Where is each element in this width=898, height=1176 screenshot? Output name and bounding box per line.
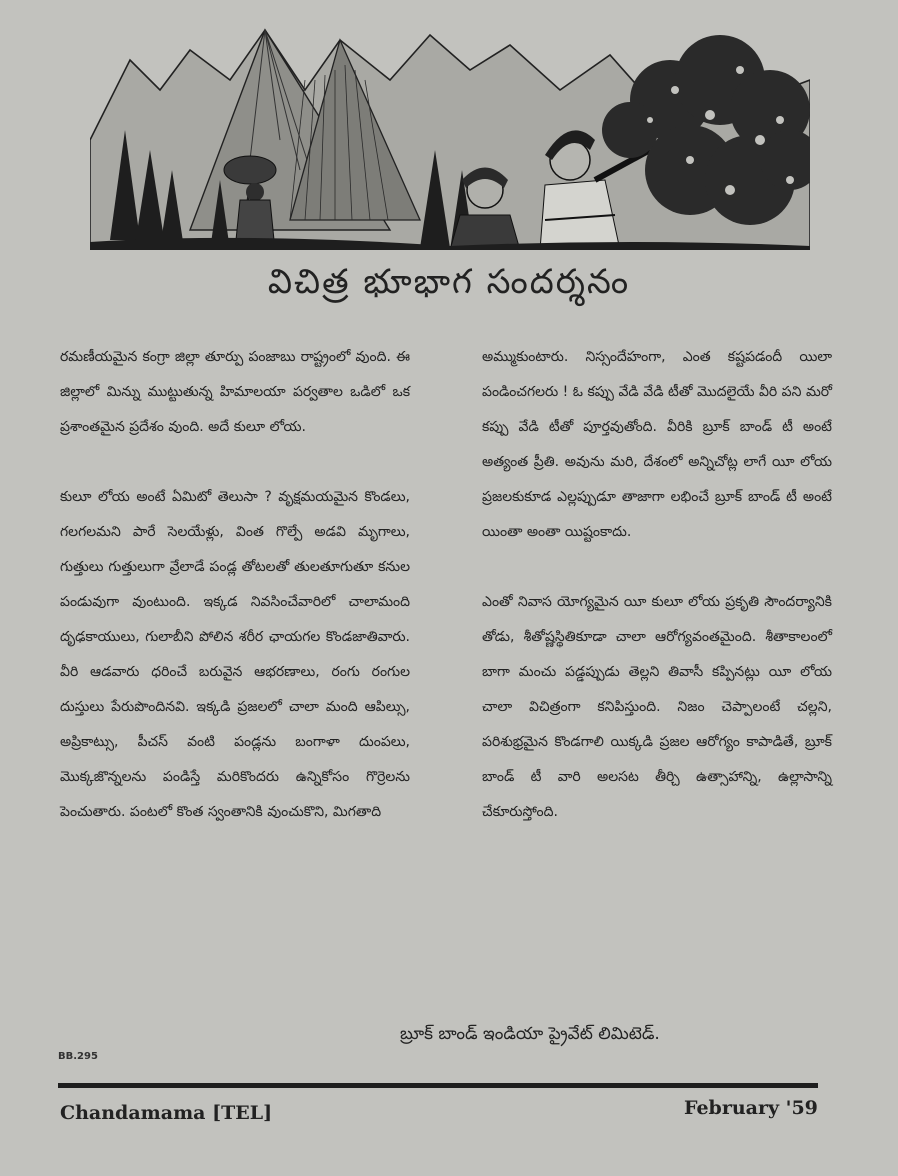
issue-date: February '59 [684,1097,818,1119]
footer-divider [58,1083,818,1088]
left-column [60,340,410,865]
left-paragraph-1: రమణీయమైన కంగ్రా జిల్లా తూర్పు పంజాబు రాష్ట్రంలో వుంది. ఈ జిల్లాలో మిన్ను ముట్టుతున్న హిమాలయా పర్వతాల ఒడిలో ఒక ప్రశాంతమైన ప్రదేశం వుంది. అదే కులూ లోయ. [60,349,410,435]
magazine-name: Chandamama [TEL] [60,1102,273,1124]
right-paragraph-1: అమ్ముకుంటారు. నిస్సందేహంగా, ఎంత కష్టపడందీ యిలా పండించగలరు ! ఓ కప్పు వేడి వేడి టీతో మొదలైయే వీరి పని మరో కప్పు వేడి టీతో పూర్తవుతోంది. వీరికి బ్రూక్ బాండ్ టీ అంటే అత్యంత ప్రీతి. అవును మరి, దేశంలో అన్నిచోట్ల లాగే యీ లోయ ప్రజలకుకూడ ఎల్లప్పుడూ తాజాగా లభించే బ్రూక్ బాండ్ టీ అంటే యింతా అంతా యిష్టంకాదు. [482,349,832,540]
article-title: విచిత్ర భూభాగ సందర్శనం [267,262,631,302]
right-column [482,340,832,865]
right-paragraph-2: ఎంతో నివాస యోగ్యమైన యీ కులూ లోయ ప్రకృతి సౌందర్యానికి తోడు, శీతోష్ణస్థితికూడా చాలా ఆరోగ్యవంతమైంది. శీతాకాలంలో బాగా మంచు పడ్డప్పుడు తెల్లని తివాసీ కప్పినట్లు యీ లోయ చాలా విచిత్రంగా కనిపిస్తుంది. నిజం చెప్పాలంటే చల్లని, పరిశుభ్రమైన కొండగాలి యిక్కడి ప్రజల ఆరోగ్యం కాపాడితే, బ్రూక్ బాండ్ టీ వారి అలసట తీర్చి ఉత్సాహాన్ని, ఉల్లాసాన్ని చేకూరుస్తోంది. [482,594,832,820]
advertiser-signature: బ్రూక్ బాండ్ ఇండియా ప్రైవేట్ లిమిటెడ్. [400,1024,660,1044]
ad-code: BB.295 [58,1051,98,1062]
kulu-valley-illustration [90,20,810,250]
left-paragraph-2: కులూ లోయ అంటే ఏమిటో తెలుసా ? వృక్షమయమైన కొండలు, గలగలమని పారే సెలయేళ్లు, వింత గొల్పే అడవి మృగాలు, గుత్తులు గుత్తులుగా వ్రేలాడే పండ్ల తోటలతో తులతూగుతూ కనుల పండువుగా వుంటుంది. ఇక్కడ నివసించేవారిలో చాలామంది దృఢకాయులు, గులాబీని పోలిన శరీర ఛాయగల కొండజాతివారు. వీరి ఆడవారు ధరించే బరువైన ఆభరణాలు, రంగు రంగుల దుస్తులు పేరుపొందినవి. ఇక్కడి ప్రజలలో చాలా మంది ఆపిల్సు, అప్రికాట్సు, పీచస్ వంటి పండ్లను బంగాళా దుంపలు, మొక్కజొన్నలను పండిస్తే మరికొందరు ఉన్నికోసం గొర్రెలను పెంచుతారు. పంటలో కొంత స్వంతానికి వుంచుకొని, మిగతాది [60,489,410,820]
